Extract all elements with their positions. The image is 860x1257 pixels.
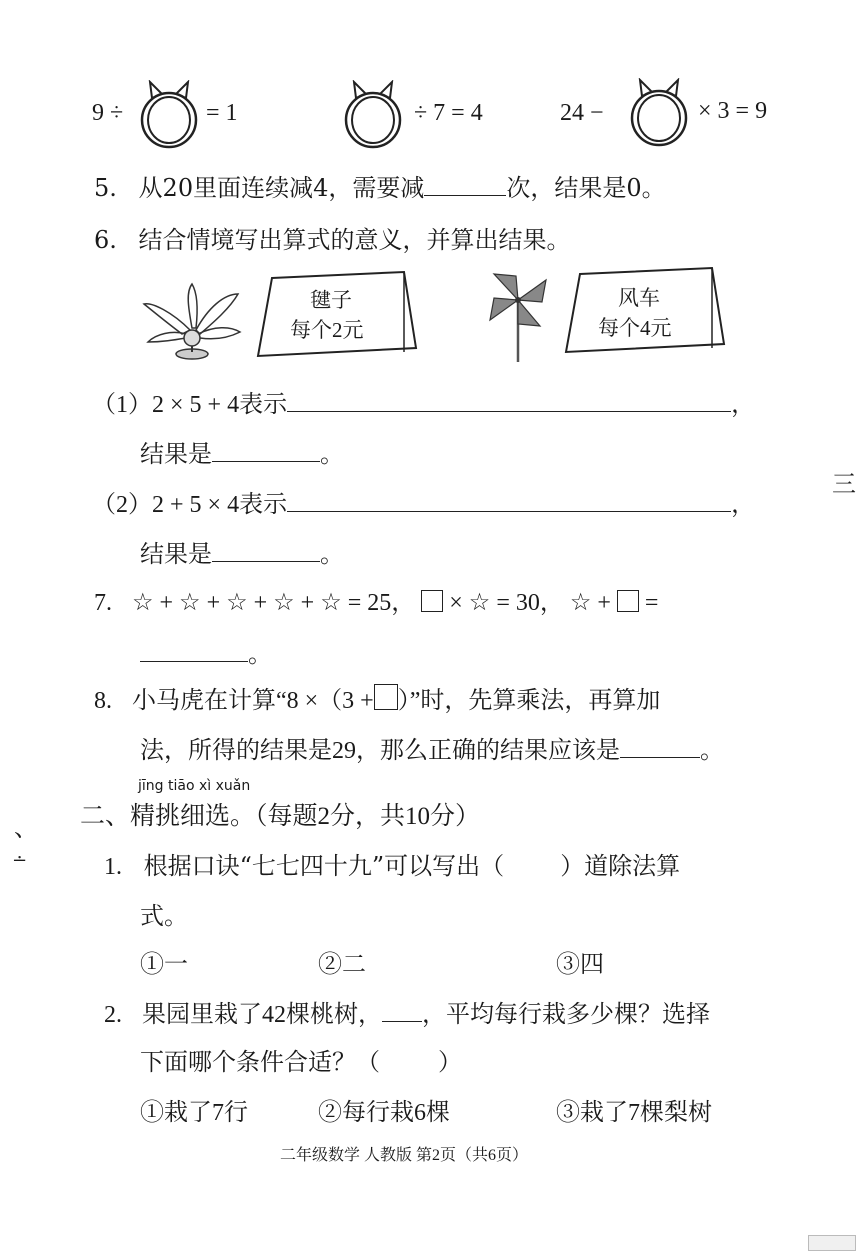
punctuation: 。 [320,540,344,568]
price-sign-pinwheel [562,266,728,358]
question-text: 法，所得的结果是29，那么正确的结果应该是 [140,738,620,764]
expr-2-right: ÷ 7 = 4 [414,100,483,126]
question-number: 2. [104,1002,122,1028]
shuttlecock-illustration [142,282,242,366]
answer-blank[interactable] [424,171,506,196]
rabbit-circle-icon [628,78,690,148]
sub-question-1 [92,384,755,419]
question-7 [94,582,658,617]
section-title: 二、精挑细选。（每题2分，共10分） [80,803,481,830]
section-pinyin: jīng tiāo xì xuǎn [138,778,251,794]
option-3[interactable]: ③四 [556,950,604,978]
rabbit-circle-icon [138,80,200,150]
punctuation: 。 [320,440,344,468]
question-text: 次，结果是0。 [506,174,666,202]
rabbit-circle-1[interactable] [138,80,200,154]
question-number: 1. [104,854,122,880]
scanner-watermark-logo [808,1235,856,1251]
question-number: 5. [94,174,117,202]
expr-3-left: 24 − [560,100,604,126]
condition-blank[interactable] [382,997,422,1022]
pinwheel-icon [486,268,550,364]
punctuation: ， [731,492,756,518]
edge-mark: 三 [832,470,856,498]
question-5 [94,168,666,203]
sub-question-label: （1）2 × 5 + 4表示 [92,392,288,418]
result-blank[interactable] [212,437,320,462]
sub-question-label: （2）2 + 5 × 4表示 [92,492,288,518]
square-box-icon [374,684,398,710]
result-blank[interactable] [212,537,320,562]
expr-1-left: 9 ÷ [92,100,124,126]
option-1[interactable]: ①一 [140,950,188,978]
choice-question-2-line-2 [140,1042,462,1077]
expr-1-right: = 1 [206,100,238,126]
square-box-icon [421,590,443,612]
option-2[interactable]: ②二 [318,950,366,978]
rabbit-circle-3[interactable] [628,78,690,152]
question-text: 从20里面连续减4，需要减 [138,174,425,202]
page-footer: 二年级数学 人教版 第2页（共6页） [280,1147,529,1164]
square-box-icon [617,590,639,612]
question-text: 结合情境写出算式的意义，并算出结果。 [138,226,571,254]
result-label: 结果是 [140,540,212,568]
question-text: 下面哪个条件合适？（ [140,1048,380,1076]
option-3[interactable]: ③栽了7棵梨树 [556,1100,712,1126]
shuttlecock-icon [142,282,242,362]
question-8 [94,680,660,715]
question-text: ） [438,1048,462,1076]
punctuation: ， [731,392,756,418]
price-sign-shuttlecock [254,270,420,362]
option-2[interactable]: ②每行栽6棵 [318,1100,450,1126]
sub-question-2 [92,484,755,519]
question-text: ）”时，先算乘法，再算加 [397,688,661,714]
question-text: ，平均每行栽多少棵？选择 [422,1002,710,1028]
box-equation: × ☆ = 30， ☆ + [449,590,611,616]
choice-question-1 [104,846,680,881]
edge-mark: 、 [14,814,38,842]
question-text: ）道除法算 [560,852,681,880]
pinwheel-illustration [486,268,550,368]
sub-question-2-result [140,534,344,569]
question-number: 6. [94,226,117,254]
item-name: 风车 [618,286,660,310]
rabbit-circle-2[interactable] [342,80,404,154]
star-equation: ☆ + ☆ + ☆ + ☆ + ☆ = 25， [132,590,416,616]
question-text: 小马虎在计算“8 ×（3 + [132,688,374,714]
question-text: 果园里栽了42棵桃树， [142,1002,382,1028]
result-label: 结果是 [140,440,212,468]
punctuation: 。 [248,640,272,668]
expr-3-right: × 3 = 9 [698,98,768,124]
question-number: 8. [94,688,112,714]
punctuation: 。 [700,738,724,764]
question-number: 7. [94,590,112,616]
answer-blank[interactable] [620,733,700,758]
meaning-blank[interactable] [287,487,731,512]
choice-question-2 [104,994,710,1029]
meaning-blank[interactable] [287,387,731,412]
sub-question-1-result [140,434,344,469]
item-price: 每个2元 [290,318,364,342]
question-text: 根据口诀“七七四十九”可以写出（ [143,852,505,880]
choice-question-1-line-2: 式。 [140,902,188,930]
rabbit-circle-icon [342,80,404,150]
question-7-answer [140,634,272,669]
equals-sign: = [644,590,659,616]
question-6 [94,220,571,255]
answer-blank[interactable] [140,637,248,662]
item-name: 毽子 [310,288,352,312]
edge-mark: ∸ [12,850,28,871]
question-8-line-2 [140,730,724,765]
option-1[interactable]: ①栽了7行 [140,1100,248,1126]
item-price: 每个4元 [598,316,672,340]
